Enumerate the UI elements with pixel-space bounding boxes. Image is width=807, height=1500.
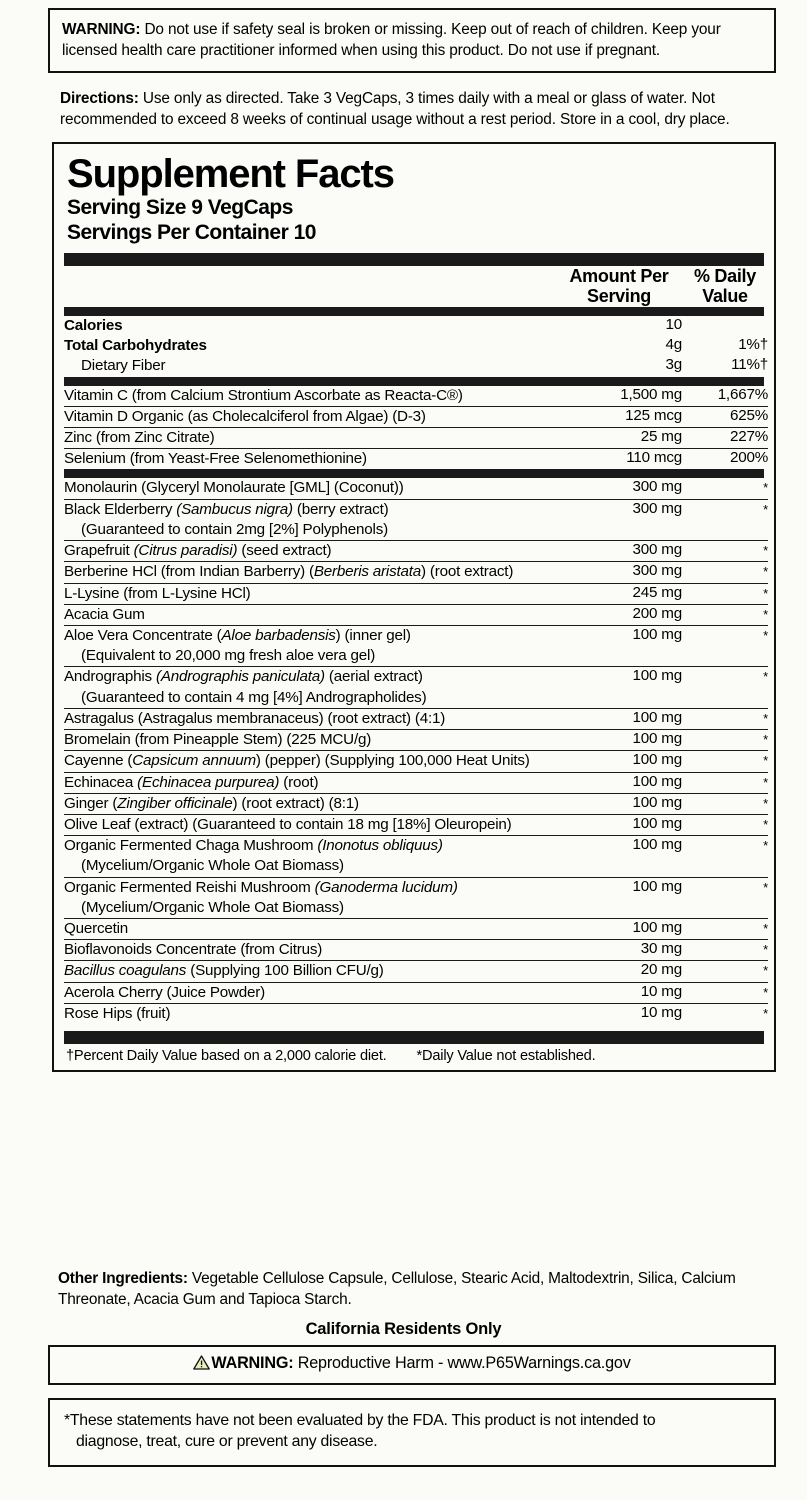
ingredient-name: Acerola Cherry (Juice Powder) [64, 982, 556, 1003]
ingredient-amount: 100 mg [556, 772, 682, 793]
table-row [64, 478, 768, 499]
ingredient-daily-value: * [682, 562, 768, 583]
header-daily-value [682, 266, 768, 307]
ingredient-name: Acacia Gum [64, 604, 556, 625]
table-row [64, 961, 768, 982]
supplement-facts-panel [52, 142, 776, 1072]
ingredient-name: Aloe Vera Concentrate (Aloe barbadensis) (inner gel) (Equivalent to 20,000 mg fresh aloe vera gel) [64, 625, 556, 666]
directions-block [60, 88, 776, 130]
panel-bottom-bar [64, 1031, 764, 1044]
ingredient-name: L-Lysine (from L-Lysine HCl) [64, 583, 556, 604]
ingredient-name: Astragalus (Astragalus membranaceus) (root extract) (4:1) [64, 708, 556, 729]
ingredient-name: Monolaurin (Glyceryl Monolaurate [GML] (Coconut)) [64, 478, 556, 499]
table-row [64, 625, 768, 666]
vitamins-divider-bar [64, 469, 764, 478]
directions-label: Directions: [60, 90, 139, 107]
ingredient-amount: 100 mg [556, 877, 682, 918]
ingredient-daily-value: * [682, 604, 768, 625]
table-row [64, 730, 768, 751]
ingredient-name: Dietary Fiber [81, 357, 166, 375]
serving-size: Serving Size 9 VegCaps [67, 196, 293, 219]
header-spacer [64, 266, 556, 307]
ingredient-daily-value: * [682, 667, 768, 708]
ingredient-daily-value: 11%† [731, 356, 768, 374]
ingredient-amount: 3g [665, 356, 682, 374]
footnote-dagger: †Percent Daily Value based on a 2,000 calorie diet. [66, 1048, 387, 1065]
other-ingredients-body: Vegetable Cellulose Capsule, Cellulose, Stearic Acid, Maltodextrin, Silica, Calcium Threonate, Acacia Gum and Tapioca Starch. [58, 1270, 736, 1309]
ingredient-amount: 200 mg [556, 604, 682, 625]
table-row [64, 386, 768, 407]
table-row [64, 940, 768, 961]
table-row [64, 406, 768, 427]
fda-disclaimer-box [48, 1398, 776, 1467]
panel-title: Supplement Facts [67, 152, 394, 196]
ingredient-amount: 100 mg [556, 836, 682, 877]
ingredient-daily-value: * [682, 836, 768, 877]
ingredient-name: Bacillus coagulans (Supplying 100 Billion CFU/g) [64, 961, 556, 982]
table-row [64, 877, 768, 918]
ingredient-daily-value: * [682, 625, 768, 666]
nutrition-table [64, 266, 768, 307]
ingredient-amount: 300 mg [556, 562, 682, 583]
ingredient-name: Cayenne (Capsicum annuum) (pepper) (Supplying 100,000 Heat Units) [64, 751, 556, 772]
table-header-row [64, 266, 768, 307]
ingredient-daily-value: * [682, 499, 768, 540]
prop65-warning-box [48, 1345, 776, 1385]
blend-table [64, 478, 768, 1024]
ingredient-daily-value: * [682, 982, 768, 1003]
ingredient-amount: 300 mg [556, 478, 682, 499]
ingredient-amount: 10 mg [640, 1003, 682, 1021]
ingredient-name: Rose Hips (fruit) [64, 1004, 171, 1022]
table-row [64, 541, 768, 562]
ingredient-amount: 100 mg [556, 667, 682, 708]
ingredient-amount: 100 mg [556, 919, 682, 940]
table-row [64, 772, 768, 793]
ingredient-name: Bioflavonoids Concentrate (from Citrus) [64, 940, 556, 961]
ingredient-amount: 110 mcg [626, 449, 682, 467]
ingredient-daily-value: * [682, 877, 768, 918]
ingredient-amount: 100 mg [556, 814, 682, 835]
ingredient-name: Vitamin C (from Calcium Strontium Ascorbate as Reacta-C®) [64, 386, 556, 407]
directions-body: Use only as directed. Take 3 VegCaps, 3 times daily with a meal or glass of water. Not recommended to exceed 8 weeks of continual usage without a rest period. Store in a cool, dry place. [60, 90, 730, 129]
footnote-star: *Daily Value not established. [416, 1048, 596, 1065]
header-amount-line2: Serving [587, 286, 651, 307]
ingredient-daily-value: * [682, 730, 768, 751]
table-row [64, 583, 768, 604]
other-ingredients-block [58, 1268, 776, 1310]
ingredient-daily-value: 1,667% [682, 386, 768, 407]
table-row [64, 449, 768, 470]
ingredient-amount: 125 mcg [556, 406, 682, 427]
ingredient-amount: 30 mg [556, 940, 682, 961]
ingredient-name: Echinacea (Echinacea purpurea) (root) [64, 772, 556, 793]
ingredient-name: Quercetin [64, 919, 556, 940]
table-row [64, 814, 768, 835]
table-row [64, 316, 768, 336]
ingredient-daily-value: * [682, 793, 768, 814]
ingredient-daily-value: 1%† [738, 336, 768, 354]
ingredient-daily-value: * [682, 961, 768, 982]
ingredient-daily-value: * [682, 708, 768, 729]
ingredient-amount: 25 mg [556, 428, 682, 449]
ingredient-amount: 100 mg [556, 708, 682, 729]
table-row [64, 919, 768, 940]
warning-label: WARNING: [62, 21, 141, 38]
footnote-row [64, 1044, 764, 1070]
ingredient-daily-value: * [682, 541, 768, 562]
ingredient-daily-value: * [682, 478, 768, 499]
other-ingredients-label: Other Ingredients: [58, 1270, 188, 1287]
table-row [64, 604, 768, 625]
ingredient-amount: 300 mg [556, 541, 682, 562]
warning-body: Do not use if safety seal is broken or missing. Keep out of reach of children. Keep your licensed health care practitioner informed when using this product. Do not use if pregnant. [62, 21, 721, 60]
ingredient-daily-value [682, 316, 768, 336]
table-row [64, 562, 768, 583]
ingredient-daily-value: 200% [729, 449, 768, 467]
safety-warning-box [48, 8, 776, 73]
ingredient-name: Bromelain (from Pineapple Stem) (225 MCU/g) [64, 730, 556, 751]
ingredient-amount: 10 mg [556, 982, 682, 1003]
ingredient-amount: 20 mg [556, 961, 682, 982]
basic-nutrition-table [64, 316, 768, 377]
basic-divider-bar [64, 377, 764, 386]
ingredient-name: Berberine HCl (from Indian Barberry) (Berberis aristata) (root extract) [64, 562, 556, 583]
ingredient-name: Calories [64, 316, 123, 334]
table-row [64, 793, 768, 814]
ingredient-daily-value: * [682, 583, 768, 604]
ingredient-daily-value: 625% [682, 406, 768, 427]
table-row [64, 708, 768, 729]
california-heading: California Residents Only [305, 1320, 502, 1338]
warning-triangle-icon [193, 1355, 210, 1375]
fda-line-1: *These statements have not been evaluated by the FDA. This product is not intended to [64, 1412, 656, 1429]
ingredient-name: Vitamin D Organic (as Cholecalciferol from Algae) (D-3) [64, 406, 556, 427]
panel-top-bar [64, 253, 764, 266]
ingredient-daily-value: * [682, 940, 768, 961]
ingredient-daily-value: * [682, 814, 768, 835]
ingredient-amount: 1,500 mg [556, 386, 682, 407]
ingredient-amount: 100 mg [556, 625, 682, 666]
ingredient-daily-value: * [682, 919, 768, 940]
ingredient-amount: 100 mg [556, 751, 682, 772]
prop65-warning-label: WARNING: [211, 1354, 294, 1372]
header-amount-line1: Amount Per [569, 265, 669, 286]
table-row [64, 356, 768, 376]
ingredient-name: Total Carbohydrates [64, 337, 207, 355]
servings-per-container: Servings Per Container 10 [67, 220, 316, 244]
fda-line-2: diagnose, treat, cure or prevent any disease. [76, 1433, 378, 1451]
safety-warning-text [62, 19, 764, 61]
ingredient-name: Ginger (Zingiber officinale) (root extract) (8:1) [64, 793, 556, 814]
table-row [64, 1003, 768, 1024]
ingredient-name: Organic Fermented Chaga Mushroom (Inonotus obliquus) (Mycelium/Organic Whole Oat Biomass) [64, 836, 556, 877]
ingredient-daily-value: 227% [682, 428, 768, 449]
table-row [64, 428, 768, 449]
ingredient-name: Grapefruit (Citrus paradisi) (seed extract) [64, 541, 556, 562]
ingredient-amount: 300 mg [556, 499, 682, 540]
table-row [64, 499, 768, 540]
header-dv-line2: Value [702, 286, 748, 307]
ingredient-amount: 245 mg [556, 583, 682, 604]
table-row [64, 336, 768, 356]
header-dv-line1: % Daily [694, 265, 756, 286]
table-row [64, 836, 768, 877]
table-row [64, 667, 768, 708]
ingredient-name: Organic Fermented Reishi Mushroom (Ganoderma lucidum) (Mycelium/Organic Whole Oat Biomass) [64, 877, 556, 918]
vitamins-table [64, 386, 768, 470]
ingredient-amount: 10 [665, 315, 682, 333]
table-row [64, 982, 768, 1003]
prop65-warning-text: Reproductive Harm - www.P65Warnings.ca.gov [293, 1354, 631, 1372]
ingredient-name: Zinc (from Zinc Citrate) [64, 428, 556, 449]
ingredient-name: Andrographis (Andrographis paniculata) (aerial extract) (Guaranteed to contain 4 mg [4%] Andrographolides) [64, 667, 556, 708]
ingredient-daily-value: * [763, 1005, 768, 1021]
header-amount-per-serving [556, 266, 682, 307]
ingredient-name: Olive Leaf (extract) (Guaranteed to contain 18 mg [18%] Oleuropein) [64, 814, 556, 835]
ingredient-amount: 100 mg [556, 793, 682, 814]
ingredient-amount: 4g [665, 336, 682, 354]
ingredient-daily-value: * [682, 772, 768, 793]
table-row [64, 751, 768, 772]
ingredient-name: Black Elderberry (Sambucus nigra) (berry extract) (Guaranteed to contain 2mg [2%] Polyphenols) [64, 499, 556, 540]
ingredient-daily-value: * [682, 751, 768, 772]
ingredient-amount: 100 mg [556, 730, 682, 751]
ingredient-name: Selenium (from Yeast-Free Selenomethionine) [64, 450, 367, 468]
header-divider-bar [64, 307, 764, 316]
